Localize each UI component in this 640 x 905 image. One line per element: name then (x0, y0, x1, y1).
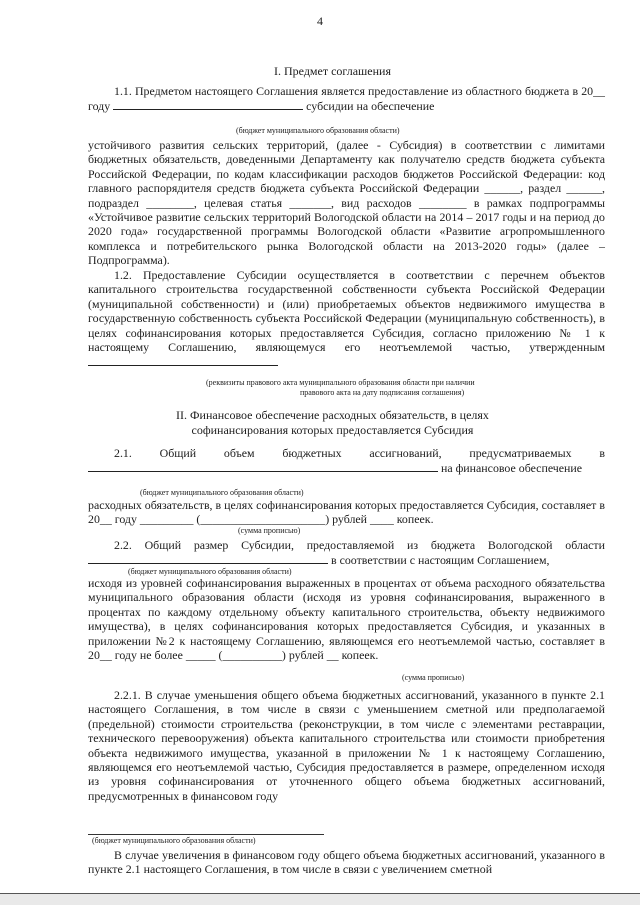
paragraph-increase: В случае увеличения в финансовом году общего объема бюджетных ассигнований, указанного в пункте 2.1 настоящего Соглашения, в том числе в связи с увеличением сметной (88, 848, 605, 877)
blank-line (88, 552, 328, 564)
blank-line (113, 98, 303, 110)
caption-requisites-2: правового акта на дату подписания соглашения) (300, 388, 465, 397)
paragraph-2-2-text: 2.2. Общий размер Субсидии, предоставляемой из бюджета Вологодской области (114, 538, 605, 552)
page-number: 4 (317, 14, 323, 28)
caption-budget-mo: (бюджет муниципального образования области) (236, 126, 400, 135)
caption-sum-words: (сумма прописью) (238, 526, 301, 535)
paragraph-2-1-text: 2.1. Общий объем бюджетных ассигнований, предусматриваемых в (114, 446, 605, 460)
paragraph-1-1-text: 1.1. Предметом настоящего Соглашения является предоставление из областного бюджета в 20__ году (88, 84, 605, 114)
paragraph-2-1-body: расходных обязательств, в целях софинансирования которых предоставляется Субсидия, составляет в 20__ году _________ (_____________________) рублей ____ копеек. (88, 498, 605, 527)
section-2-title-line-1: II. Финансовое обеспечение расходных обязательств, в целях (176, 408, 489, 422)
blank-line-budget (88, 834, 324, 835)
scan-edge (0, 893, 640, 905)
paragraph-2-2-1: 2.2.1. В случае уменьшения общего объема бюджетных ассигнований, указанного в пункте 2.1 настоящего Соглашения, в том числе в связи с уменьшением сметной или предполагаемой (предельной) стоимости строительства (реконструкции, в том числе с элементами реставрации, технического перевооружения) объекта капитального строительства или стоимости приобретения объекта недвижимого имущества, указанной в приложении № 1 к настоящему Соглашению, являющемся его неотъемлемой частью, Субсидия предоставляется в размере, определенном исходя из уровня софинансирования от уточненного общего объема бюджетных ассигнований, предусмотренных в финансовом году (88, 688, 605, 803)
paragraph-2-2-start (88, 538, 605, 568)
caption-budget-mo-3: (бюджет муниципального образования области) (128, 567, 292, 576)
caption-requisites-1: (реквизиты правового акта муниципального образования области при наличии (206, 378, 475, 387)
paragraph-1-1-text-cont: субсидии на обеспечение (306, 99, 435, 114)
caption-sum-words-2: (сумма прописью) (402, 673, 465, 682)
paragraph-2-2-text-cont: в соответствии с настоящим Соглашением, (330, 553, 550, 568)
paragraph-1-1-start (88, 84, 605, 114)
blank-line (88, 460, 438, 472)
paragraph-2-1-text-cont: на финансовое обеспечение (440, 461, 583, 476)
paragraph-1-2-text: 1.2. Предоставление Субсидии осуществляется в соответствии с перечнем объектов капитального строительства государственной собственности субъекта Российской Федерации (муниципальной собственности) и (или) приобретаемых объектов недвижимого имущества в государственную собственность субъекта Российской Федерации (муниципальную собственность), в целях софинансирования которых предоставляется Субсидия, согласно приложению № 1 к настоящему Соглашению, являющемуся его неотъемлемой частью, утвержденным (88, 268, 605, 355)
paragraph-2-1-start (88, 446, 605, 476)
caption-budget-mo-2: (бюджет муниципального образования области) (140, 488, 304, 497)
paragraph-1-1-body: устойчивого развития сельских территорий, (далее - Субсидия) в соответствии с лимитами бюджетных обязательств, доведенными Департаменту как получателю средств бюджета субъекта Российской Федерации, по кодам классификации расходов бюджетов Российской Федерации: код главного распорядителя средств бюджета субъекта Российской Федерации ______, раздел ______, подраздел ________, целевая статья _______, вид расходов ________ в рамках подпрограммы «Устойчивое развитие сельских территорий Вологодской области на 2014 – 2017 годы и на период до 2020 года» государственной программы Вологодской области «Развитие агропромышленного комплекса и потребительского рынка Вологодской области на 2013-2020 годы» (далее – Подпрограмма). (88, 138, 605, 268)
paragraph-2-2-body: исходя из уровней софинансирования выраженных в процентах от объема расходного обязательства муниципального образования области (исходя из уровня софинансирования, выраженного в процентах по каждому отдельному объекту капитального строительства, объекту недвижимого имущества), в целях софинансирования которых предоставляется Субсидия, и указанных в приложении №2 к настоящему Соглашению, являющемся его неотъемлемой частью, составляет в 20__ году не более _____ (__________) рублей __ копеек. (88, 576, 605, 663)
paragraph-1-2 (88, 268, 605, 370)
blank-line (88, 354, 278, 366)
section-2-title-line-2: софинансирования которых предоставляется Субсидия (191, 423, 474, 437)
section-1-title: I. Предмет соглашения (274, 64, 391, 78)
caption-budget-mo-bottom: (бюджет муниципального образования области) (92, 836, 256, 845)
